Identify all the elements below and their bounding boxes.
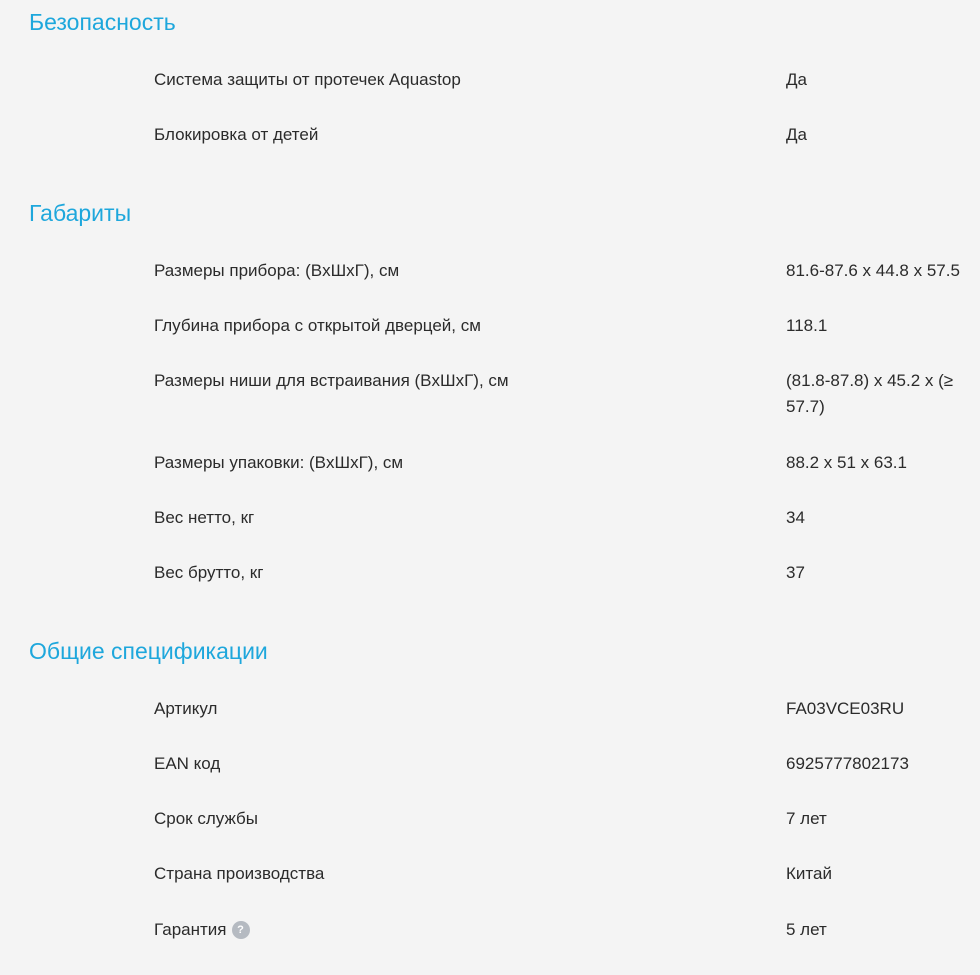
- section-title-general-specs: Общие спецификации: [29, 638, 268, 664]
- spec-value-service-life: 7 лет: [786, 809, 827, 828]
- spec-value-country: Китай: [786, 864, 832, 883]
- spec-label-niche-size: Размеры ниши для встраивания (ВxШxГ), см: [154, 371, 509, 390]
- spec-value-article: FA03VCE03RU: [786, 699, 905, 718]
- spec-label-article: Артикул: [154, 699, 218, 718]
- spec-label-child-lock: Блокировка от детей: [154, 125, 319, 144]
- spec-label-gross-weight: Вес брутто, кг: [154, 563, 264, 582]
- spec-value-package-size: 88.2 x 51 x 63.1: [786, 453, 907, 472]
- spec-row-warranty: [154, 917, 250, 943]
- spec-value-open-door-depth: 118.1: [786, 316, 828, 335]
- spec-label-service-life: Срок службы: [154, 809, 258, 828]
- spec-label-warranty: Гарантия: [154, 920, 227, 939]
- spec-value-child-lock: Да: [786, 125, 807, 144]
- section-title-safety: Безопасность: [29, 9, 176, 35]
- spec-value-niche-size: (81.8-87.8) x 45.2 x (≥ 57.7): [786, 371, 954, 416]
- spec-value-warranty: 5 лет: [786, 920, 827, 939]
- spec-label-package-size: Размеры упаковки: (ВxШxГ), см: [154, 453, 404, 472]
- spec-label-country: Страна производства: [154, 864, 325, 883]
- spec-value-gross-weight: 37: [786, 563, 805, 582]
- spec-label-ean: EAN код: [154, 754, 221, 773]
- spec-value-device-size: 81.6-87.6 x 44.8 x 57.5: [786, 261, 960, 280]
- spec-value-aquastop: Да: [786, 70, 807, 89]
- question-icon[interactable]: ?: [232, 921, 250, 939]
- spec-label-aquastop: Система защиты от протечек Aquastop: [154, 70, 461, 89]
- spec-value-ean: 6925777802173: [786, 754, 909, 773]
- spec-value-net-weight: 34: [786, 508, 805, 527]
- section-title-dimensions: Габариты: [29, 200, 132, 226]
- spec-label-open-door-depth: Глубина прибора с открытой дверцей, см: [154, 316, 481, 335]
- spec-label-device-size: Размеры прибора: (ВxШxГ), см: [154, 261, 400, 280]
- spec-label-net-weight: Вес нетто, кг: [154, 508, 255, 527]
